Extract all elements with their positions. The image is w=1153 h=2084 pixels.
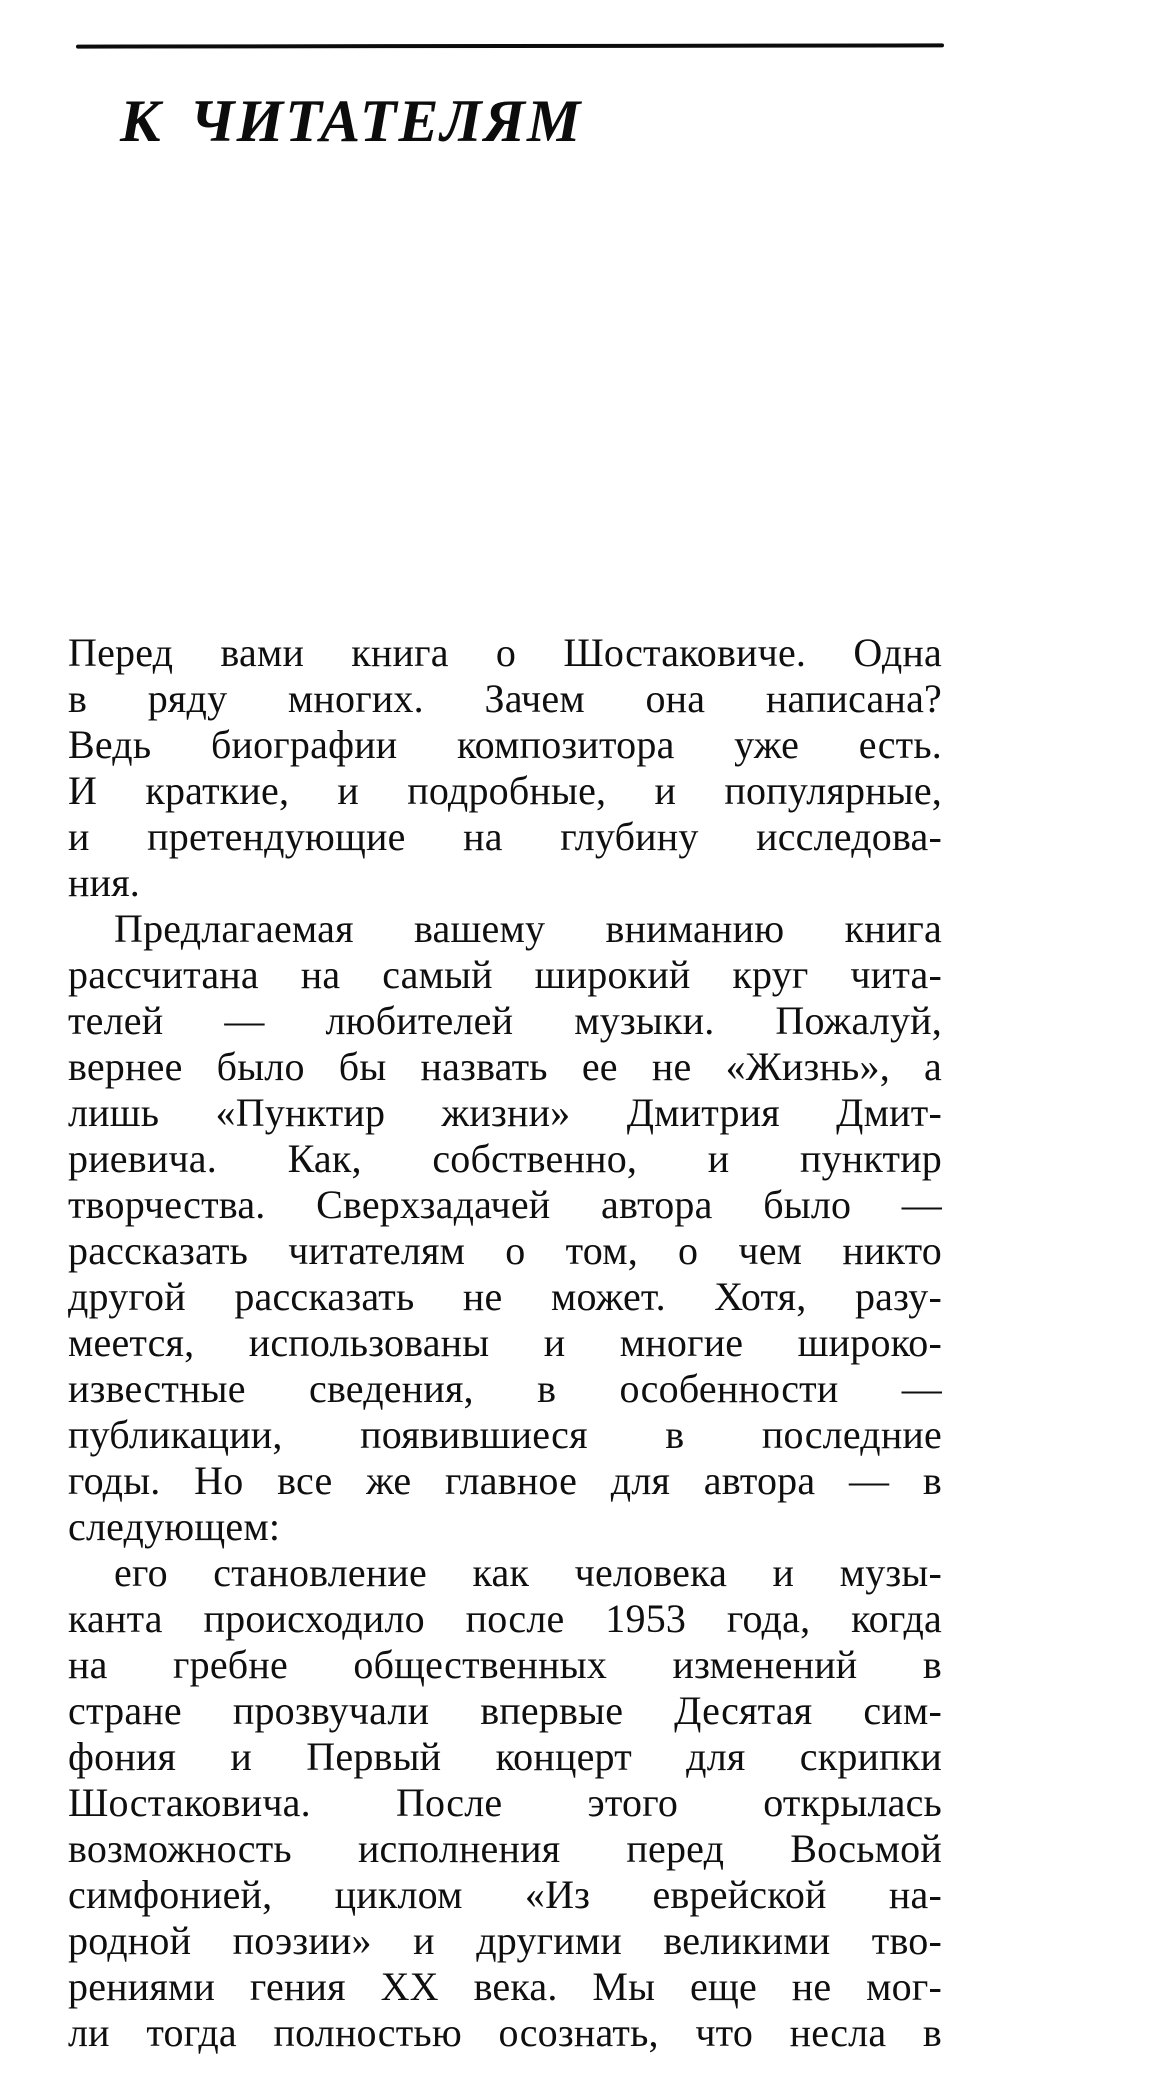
text-line: фония и Первый концерт для скрипки bbox=[68, 1734, 942, 1779]
text-line: симфонией, циклом «Из еврейской на- bbox=[68, 1872, 942, 1917]
text-line: Шостаковича. После этого открылась bbox=[68, 1780, 942, 1825]
text-line: ния. bbox=[68, 860, 141, 905]
text-line: родной поэзии» и другими великими тво- bbox=[68, 1918, 942, 1963]
text-line: на гребне общественных изменений в bbox=[68, 1642, 942, 1687]
text-line: телей — любителей музыки. Пожалуй, bbox=[68, 998, 942, 1043]
text-line: и претендующие на глубину исследова- bbox=[68, 814, 942, 859]
text-line: Ведь биографии композитора уже есть. bbox=[68, 722, 942, 767]
text-line: Предлагаемая вашему вниманию книга bbox=[114, 906, 942, 951]
text-line: риевича. Как, собственно, и пунктир bbox=[68, 1136, 942, 1181]
text-line: канта происходило после 1953 года, когда bbox=[68, 1596, 942, 1641]
text-line: публикации, появившиеся в последние bbox=[68, 1412, 942, 1457]
text-line: стране прозвучали впервые Десятая сим- bbox=[68, 1688, 942, 1733]
text-line: известные сведения, в особенности — bbox=[68, 1366, 942, 1411]
text-line: рениями гения XX века. Мы еще не мог- bbox=[68, 1964, 942, 2009]
text-line: вернее было бы назвать ее не «Жизнь», а bbox=[68, 1044, 942, 1089]
text-line: в ряду многих. Зачем она написана? bbox=[68, 676, 942, 721]
body-text bbox=[68, 630, 942, 2056]
text-line: И краткие, и подробные, и популярные, bbox=[68, 768, 942, 813]
text-line: рассчитана на самый широкий круг чита- bbox=[68, 952, 942, 997]
chapter-heading: К ЧИТАТЕЛЯМ bbox=[120, 88, 583, 154]
text-line: рассказать читателям о том, о чем никто bbox=[68, 1228, 942, 1273]
text-line: следующем: bbox=[68, 1504, 281, 1549]
text-line: годы. Но все же главное для автора — в bbox=[68, 1458, 942, 1503]
text-line: Перед вами книга о Шостаковиче. Одна bbox=[68, 630, 942, 675]
text-line: другой рассказать не может. Хотя, разу- bbox=[68, 1274, 942, 1319]
text-line: творчества. Сверхзадачей автора было — bbox=[68, 1182, 942, 1227]
text-line: меется, использованы и многие широко- bbox=[68, 1320, 942, 1365]
top-rule bbox=[76, 43, 944, 48]
text-line: лишь «Пунктир жизни» Дмитрия Дмит- bbox=[68, 1090, 942, 1135]
text-line: возможность исполнения перед Восьмой bbox=[68, 1826, 942, 1871]
text-line: ли тогда полностью осознать, что несла в bbox=[68, 2010, 942, 2055]
text-line: его становление как человека и музы- bbox=[114, 1550, 942, 1595]
